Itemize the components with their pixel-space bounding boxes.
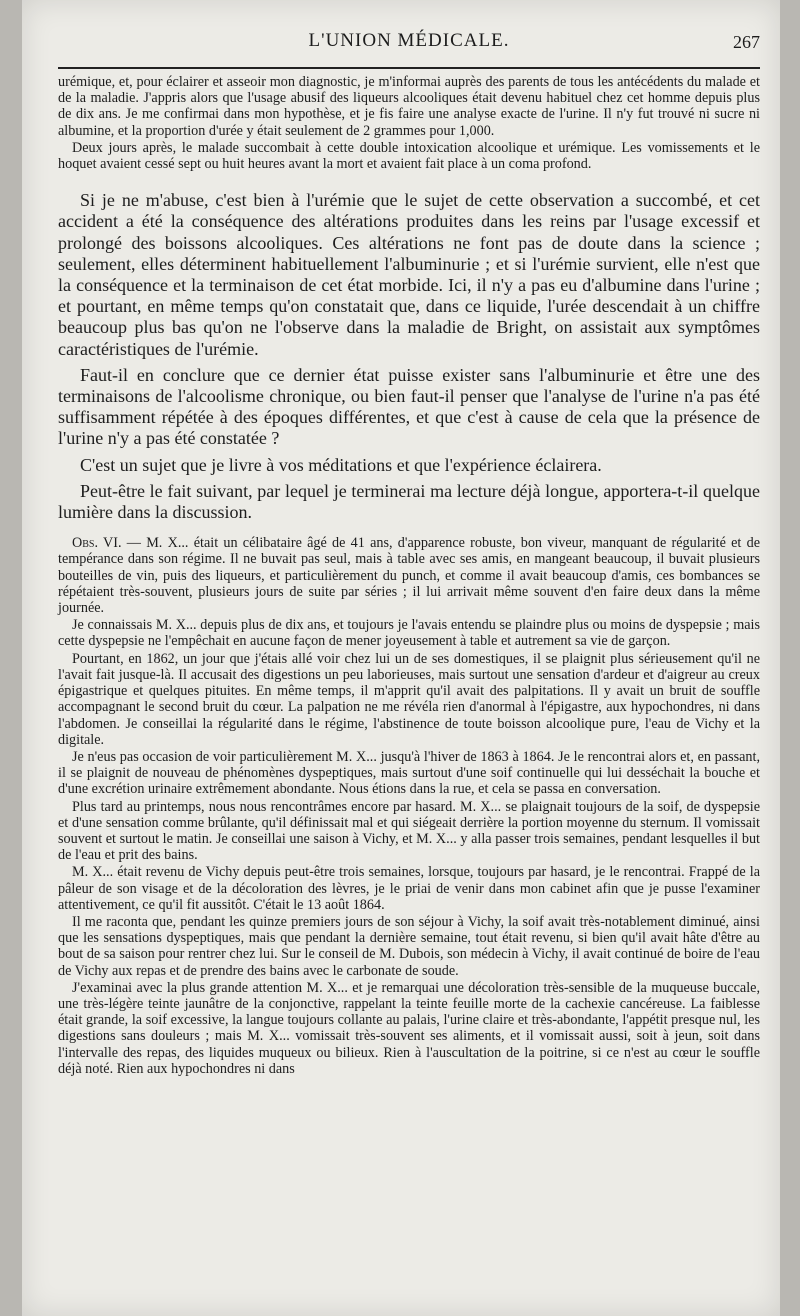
- paragraph: Je n'eus pas occasion de voir particulièrement M. X... jusqu'à l'hiver de 1863 à 1864. Je le rencontrai alors et, en passant, il se plaignit de nouveau de phénomènes dyspeptiques, mais surtout d'une soif continuelle qui lui desséchait la bouche et d'une excrétion urinaire extrêmement abondante. Nous étions dans la rue, et cela se passa en conversation.: [58, 748, 760, 798]
- paragraph: J'examinai avec la plus grande attention M. X... et je remarquai une décoloration très-sensible de la muqueuse buccale, une très-légère teinte jaunâtre de la conjonctive, rappelant la teinte feuille morte de la cachexie cancéreuse. La faiblesse était grande, la soif excessive, la langue toujours collante au palais, l'urine claire et très-abondante, l'appétit presque nul, les digestions sans douleurs ; mais M. X... vomissait très-souvent ses aliments, et il vomissait aussi, soit à jeun, soit dans l'intervalle des repas, des liquides muqueux ou bilieux. Rien à l'auscultation de la poitrine, si ce n'est au cœur le souffle déjà noté. Rien aux hypochondres ni dans: [58, 979, 760, 1077]
- paragraph: Faut-il en conclure que ce dernier état puisse exister sans l'albuminurie et être une des terminaisons de l'alcoolisme chronique, ou bien faut-il penser que l'analyse de l'urine n'a pas été suffisamment répétée à des époques différentes, et que c'est à cause de cela que la présence de l'urine n'y a pas été constatée ?: [58, 364, 760, 449]
- observation-text: — M. X... était un célibataire âgé de 41 ans, d'apparence robuste, bon viveur, manquant de régularité et de tempérance dans son régime. Il ne buvait pas seul, mais à table avec ses amis, en mangeant beaucoup, il buvait plusieurs bouteilles de vin, puis des liqueurs, et particulièrement du punch, et comme il avait beaucoup d'amis, ces bombances se répétaient très-souvent, plusieurs jours de suite par séries ; il lui arrivait même souvent d'en faire deux dans la même journée.: [58, 535, 760, 617]
- paragraph: Pourtant, en 1862, un jour que j'étais allé voir chez lui un de ses domestiques, il se plaignit plus sérieusement qu'il ne l'avait fait jusque-là. Il accusait des digestions un peu laborieuses, mais surtout une sensation d'ardeur et d'aigreur au creux épigastrique et quelques pituites. En même temps, il m'apprit qu'il avait des palpitations. Il y avait un bruit de souffle accompagnant le second bruit du cœur. La palpation ne me révéla rien d'anormal à l'épigastre, aux hypochondres, ni dans l'abdomen. Je conseillai la régularité dans le régime, l'abstinence de toute boisson alcoolique pure, l'eau de Vichy et la digitale.: [58, 650, 760, 748]
- paragraph: Plus tard au printemps, nous nous rencontrâmes encore par hasard. M. X... se plaignait toujours de la soif, de dyspepsie et d'une sensation comme brûlante, qu'il définissait mal et qui siégeait derrière la portion moyenne du sternum. Il vomissait souvent et surtout le matin. Je conseillai une saison à Vichy, et M. X... y alla passer trois semaines, pendant lesquelles il but de l'eau et prit des bains.: [58, 798, 760, 864]
- article-body: [58, 74, 760, 1077]
- header-rule: [58, 67, 760, 69]
- paragraph: Je connaissais M. X... depuis plus de dix ans, et toujours je l'avais entendu se plaindre plus ou moins de dyspepsie ; mais cette dyspepsie ne l'empêchait en aucune façon de mener joyeusement à table et autrement sa vie de garçon.: [58, 617, 760, 650]
- paragraph: Si je ne m'abuse, c'est bien à l'urémie que le sujet de cette observation a succombé, et cet accident a été la conséquence des altérations produites dans les reins par l'usage excessif et prolongé des boissons alcooliques. Ces altérations ne font pas de doute dans la science ; seulement, elles déterminent habituellement l'albuminurie ; et si l'urémie survient, elle n'est que la conséquence et la terminaison de cet état morbide. Ici, il n'y a pas eu d'albumine dans l'urine ; et pourtant, en même temps qu'on constatait que, dans ce liquide, l'urée descendait à un chiffre beaucoup plus bas qu'on ne l'observe dans la maladie de Bright, on assistait aux symptômes caractéristiques de l'urémie.: [58, 190, 760, 359]
- paragraph: Deux jours après, le malade succombait à cette double intoxication alcoolique et urémique. Les vomissements et le hoquet avaient cessé sept ou huit heures avant la mort et avaient fait place à un coma profond.: [58, 139, 760, 173]
- page-header: [58, 30, 760, 64]
- observation-paragraph: [58, 535, 760, 616]
- page-number: 267: [733, 32, 760, 52]
- paragraph: Peut-être le fait suivant, par lequel je terminerai ma lecture déjà longue, apportera-t-il quelque lumière dans la discussion.: [58, 480, 760, 523]
- page: [22, 0, 780, 1316]
- running-title: L'UNION MÉDICALE.: [308, 30, 510, 51]
- paragraph: C'est un sujet que je livre à vos méditations et que l'expérience éclairera.: [80, 454, 602, 475]
- paragraph: Il me raconta que, pendant les quinze premiers jours de son séjour à Vichy, la soif avait très-notablement diminué, ainsi que les sensations dyspeptiques, mais que pendant la dernière semaine, tout était revenu, si bien qu'il avait hâte d'être au bout de sa saison pour rentrer chez lui. Sur le conseil de M. Dubois, son médecin à Vichy, il avait continué de boire de l'eau de Vichy aux repas et de prendre des bains avec le carbonate de soude.: [58, 913, 760, 979]
- paragraph: M. X... était revenu de Vichy depuis peut-être trois semaines, lorsque, toujours par hasard, je le rencontrai. Frappé de la pâleur de son visage et de la décoloration des lèvres, je le priai de venir dans mon cabinet afin que je pusse l'examiner attentivement, ce qu'il fit aussitôt. C'était le 13 août 1864.: [58, 864, 760, 913]
- paragraph: urémique, et, pour éclairer et asseoir mon diagnostic, je m'informai auprès des parents de tous les antécédents du malade et de la maladie. J'appris alors que l'usage abusif des liqueurs alcooliques était devenu habituel chez cet homme depuis plus de dix ans. Je me confirmai dans mon hypothèse, et je fis faire une analyse exacte de l'urine. Il n'y fut trouvé ni sucre ni albumine, et la proportion d'urée y était seulement de 2 grammes pour 1,000.: [58, 74, 760, 139]
- observation-label: Obs. VI.: [72, 535, 122, 552]
